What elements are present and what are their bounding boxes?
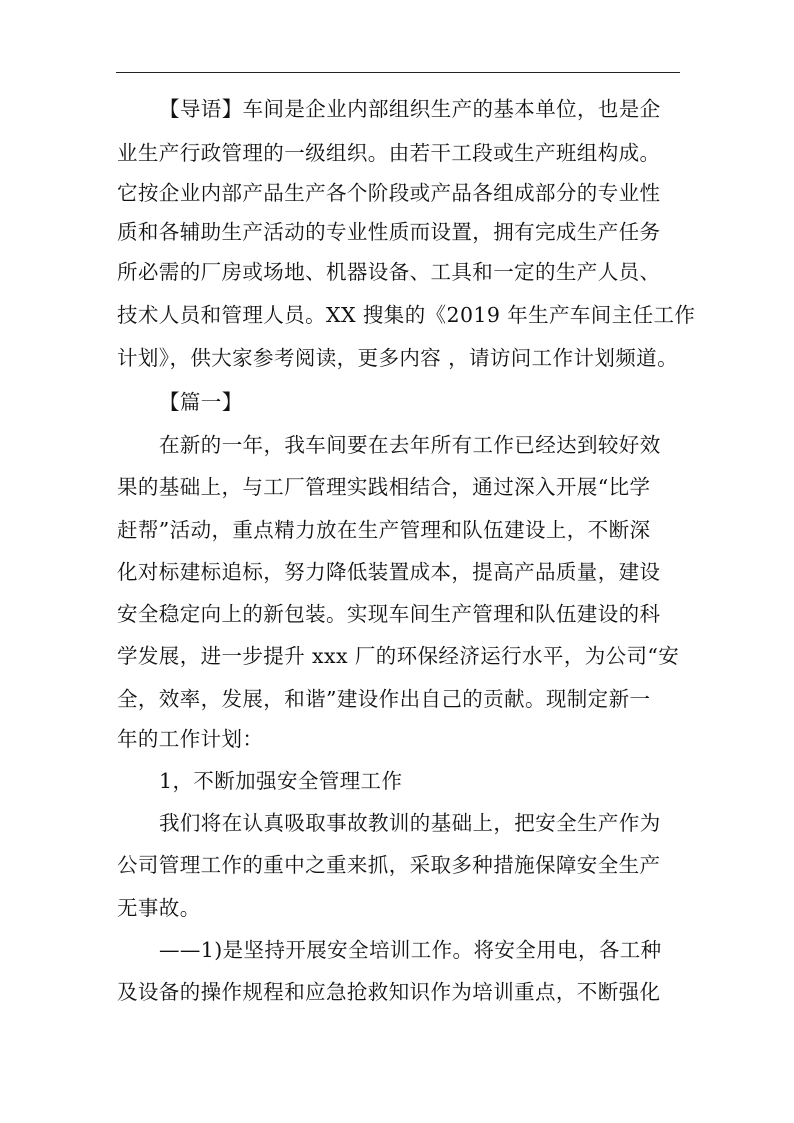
body-line-7: 全，效率，发展，和谐”建设作出自己的贡献。现制定新一 bbox=[117, 687, 651, 711]
section-heading: 【篇一】 bbox=[159, 390, 243, 414]
body-line-2: 果的基础上，与工厂管理实践相结合，通过深入开展“比学 bbox=[117, 475, 651, 499]
intro-line-5: 所必需的厂房或场地、机器设备、工具和一定的生产人员、 bbox=[117, 260, 661, 284]
intro-line-4: 质和各辅助生产活动的专业性质而设置，拥有完成生产任务 bbox=[117, 220, 661, 244]
body-line-1: 在新的一年，我车间要在去年所有工作已经达到较好效 bbox=[159, 433, 661, 457]
intro-line-1: 【导语】车间是企业内部组织生产的基本单位，也是企 bbox=[159, 97, 661, 121]
body-line-5: 安全稳定向上的新包装。实现车间生产管理和队伍建设的科 bbox=[117, 602, 661, 626]
intro-line-3: 它按企业内部产品生产各个阶段或产品各组成部分的专业性 bbox=[117, 181, 661, 205]
intro-line-6: 技术人员和管理人员。XX 搜集的《2019 年生产车间主任工作 bbox=[117, 303, 696, 327]
body-line-6: 学发展，进一步提升 xxx 厂的环保经济运行水平，为公司“安 bbox=[117, 644, 680, 668]
body-line-11: 无事故。 bbox=[117, 896, 201, 920]
subheading-1: 1，不断加强安全管理工作 bbox=[159, 769, 403, 793]
body-line-10: 公司管理工作的重中之重来抓，采取多种措施保障安全生产 bbox=[117, 853, 661, 877]
body-line-3: 赶帮”活动，重点精力放在生产管理和队伍建设上，不断深 bbox=[117, 518, 651, 542]
body-line-12: ——1)是坚持开展安全培训工作。将安全用电，各工种 bbox=[159, 938, 662, 962]
intro-line-7: 计划》，供大家参考阅读，更多内容 ，请访问工作计划频道。 bbox=[117, 346, 678, 370]
body-line-13: 及设备的操作规程和应急抢救知识作为培训重点，不断强化 bbox=[117, 980, 661, 1004]
header-divider bbox=[116, 72, 680, 73]
body-line-4: 化对标建标追标，努力降低装置成本，提高产品质量，建设 bbox=[117, 560, 661, 584]
body-line-9: 我们将在认真吸取事故教训的基础上，把安全生产作为 bbox=[159, 811, 661, 835]
intro-line-2: 业生产行政管理的一级组织。由若干工段或生产班组构成。 bbox=[117, 141, 661, 165]
body-line-8: 年的工作计划： bbox=[117, 727, 264, 751]
